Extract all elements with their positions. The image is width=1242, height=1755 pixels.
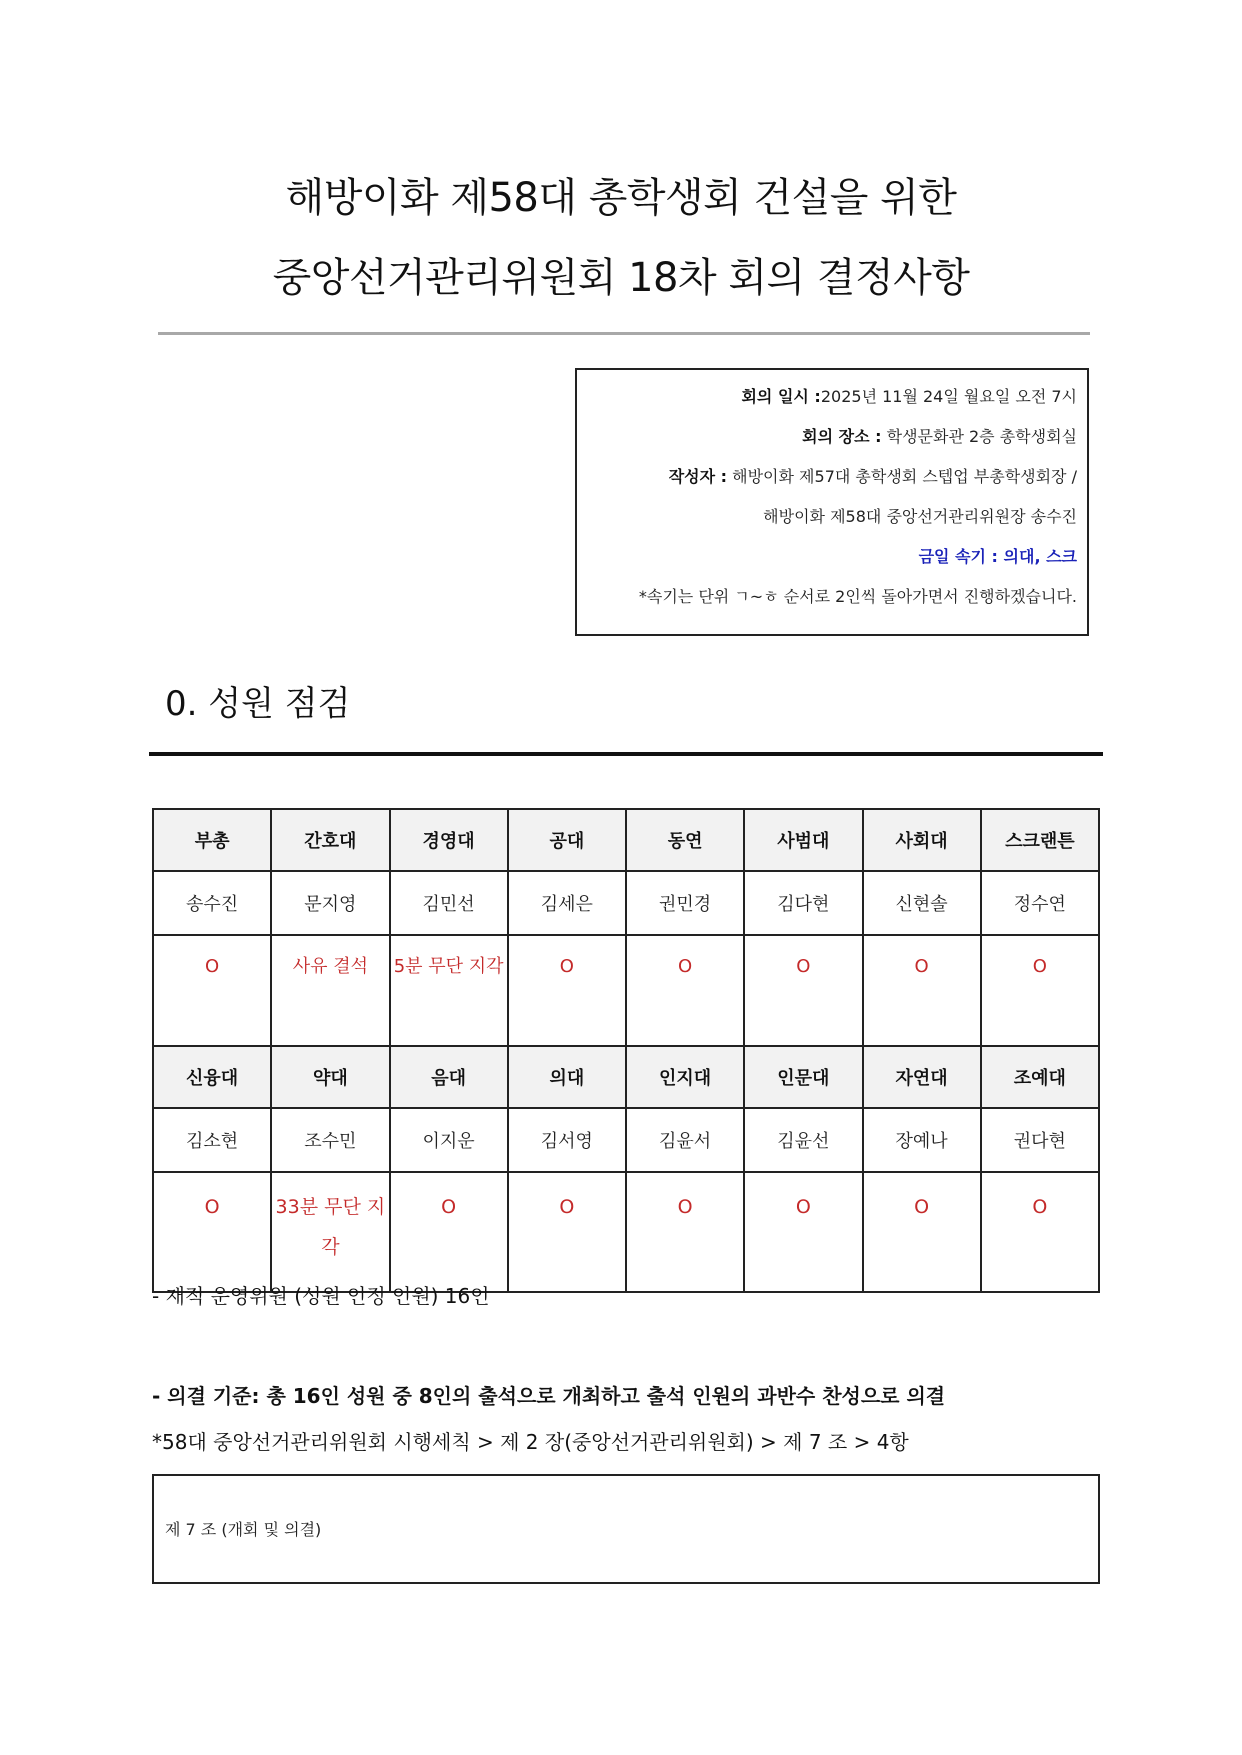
meeting-datetime-label: 회의 일시 : — [741, 387, 821, 406]
attendance-status-cell: O — [390, 1172, 508, 1292]
attendance-status-cell: O — [744, 935, 862, 1046]
meeting-place-value: 학생문화관 2층 총학생회실 — [881, 427, 1077, 446]
member-name-cell: 조수민 — [271, 1108, 389, 1172]
unit-header-row — [153, 1046, 1099, 1108]
section-divider — [149, 752, 1103, 756]
unit-cell: 사회대 — [863, 809, 981, 871]
member-name-cell: 김세은 — [508, 871, 626, 935]
unit-cell: 인지대 — [626, 1046, 744, 1108]
status-row — [153, 935, 1099, 1046]
member-name-cell: 정수연 — [981, 871, 1099, 935]
attendance-status-cell: O — [508, 1172, 626, 1292]
meeting-writer-label: 작성자 : — [668, 467, 728, 486]
article-quote-box — [152, 1474, 1100, 1584]
attendance-status-cell: 사유 결석 — [271, 935, 389, 1046]
recorder-note: *속기는 단위 ㄱ~ㅎ 순서로 2인씩 돌아가면서 진행하겠습니다. — [638, 587, 1077, 606]
attendance-status-cell: O — [981, 1172, 1099, 1292]
member-name-cell: 김서영 — [508, 1108, 626, 1172]
quorum-criteria-note: - 의결 기준: 총 16인 성원 중 8인의 출석으로 개최하고 출석 인원의 과반수 찬성으로 의결 — [152, 1384, 946, 1408]
member-name-cell: 김윤선 — [744, 1108, 862, 1172]
member-name-cell: 송수진 — [153, 871, 271, 935]
meeting-writer-value-2: 해방이화 제58대 중앙선거관리위원장 송수진 — [763, 507, 1077, 526]
member-name-cell: 김민선 — [390, 871, 508, 935]
title-divider — [158, 332, 1090, 335]
unit-cell: 간호대 — [271, 809, 389, 871]
meeting-place-label: 회의 장소 : — [802, 427, 882, 446]
unit-cell: 신융대 — [153, 1046, 271, 1108]
member-name-cell: 김소현 — [153, 1108, 271, 1172]
attendance-status-cell: O — [153, 1172, 271, 1292]
attendance-status-cell: O — [863, 935, 981, 1046]
member-name-cell: 문지영 — [271, 871, 389, 935]
meeting-info-box — [575, 368, 1089, 636]
document-title-line1: 해방이화 제58대 총학생회 건설을 위한 — [285, 175, 957, 221]
section-heading-quorum-check: 0. 성원 점검 — [165, 684, 351, 724]
unit-cell: 음대 — [390, 1046, 508, 1108]
attendance-status-cell: O — [626, 1172, 744, 1292]
member-name-cell: 장예나 — [863, 1108, 981, 1172]
member-name-cell: 이지운 — [390, 1108, 508, 1172]
name-row — [153, 871, 1099, 935]
unit-cell: 스크랜튼 — [981, 809, 1099, 871]
attendance-status-cell: 33분 무단 지각 — [271, 1172, 389, 1292]
member-name-cell: 김다현 — [744, 871, 862, 935]
attendance-status-cell: O — [744, 1172, 862, 1292]
meeting-writer-cont — [577, 503, 1077, 543]
unit-cell: 사범대 — [744, 809, 862, 871]
article-title: 제 7 조 (개회 및 의결) — [165, 1520, 322, 1539]
recorder-today: 금일 속기 : 의대, 스크 — [918, 547, 1077, 566]
attendance-status-cell: 5분 무단 지각 — [390, 935, 508, 1046]
attendance-status-cell: O — [981, 935, 1099, 1046]
meeting-place — [577, 423, 1077, 463]
unit-cell: 자연대 — [863, 1046, 981, 1108]
member-name-cell: 신현솔 — [863, 871, 981, 935]
attendance-table — [152, 808, 1100, 1293]
rule-reference: *58대 중앙선거관리위원회 시행세칙 > 제 2 장(중앙선거관리위원회) > 제 7 조 > 4항 — [152, 1430, 909, 1454]
unit-cell: 조예대 — [981, 1046, 1099, 1108]
member-name-cell: 권민경 — [626, 871, 744, 935]
members-count-note: - 재적 운영위원 (성원 인정 인원) 16인 — [152, 1284, 490, 1308]
status-row — [153, 1172, 1099, 1292]
meeting-writer-value-1: 해방이화 제57대 총학생회 스텝업 부총학생회장 / — [727, 467, 1077, 486]
unit-cell: 동연 — [626, 809, 744, 871]
attendance-status-cell: O — [626, 935, 744, 1046]
unit-cell: 인문대 — [744, 1046, 862, 1108]
attendance-status-cell: O — [863, 1172, 981, 1292]
unit-cell: 부총 — [153, 809, 271, 871]
member-name-cell: 김윤서 — [626, 1108, 744, 1172]
member-name-cell: 권다현 — [981, 1108, 1099, 1172]
meeting-writer — [577, 463, 1077, 503]
unit-header-row — [153, 809, 1099, 871]
meeting-datetime-value: 2025년 11월 24일 월요일 오전 7시 — [820, 387, 1077, 406]
attendance-status-cell: O — [153, 935, 271, 1046]
unit-cell: 공대 — [508, 809, 626, 871]
attendance-status-cell: O — [508, 935, 626, 1046]
meeting-datetime — [577, 383, 1077, 423]
document-title-line2: 중앙선거관리위원회 18차 회의 결정사항 — [272, 255, 970, 301]
unit-cell: 경영대 — [390, 809, 508, 871]
unit-cell: 약대 — [271, 1046, 389, 1108]
unit-cell: 의대 — [508, 1046, 626, 1108]
name-row — [153, 1108, 1099, 1172]
